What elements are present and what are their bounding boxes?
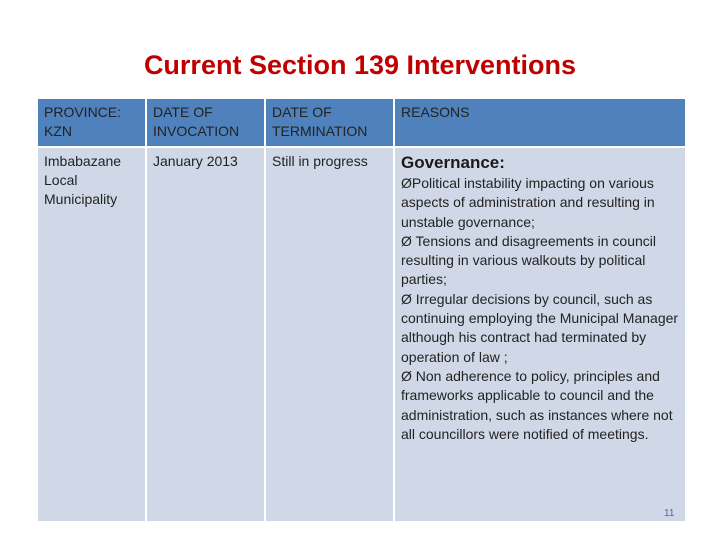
header-date-of-termination: DATE OF TERMINATION xyxy=(265,98,394,147)
page-number: 11 xyxy=(664,508,675,519)
reason-item: Ø Irregular decisions by council, such as continuing employing the Municipal Manager although his contract had terminated by operation of law ; xyxy=(401,290,679,365)
reason-item: ØPolitical instability impacting on various aspects of administration and resulting in unstable governance; xyxy=(401,175,655,230)
reason-item: Ø Tensions and disagreements in council resulting in various walkouts by political parties; xyxy=(401,232,657,288)
header-province: PROVINCE: KZN xyxy=(37,98,146,147)
table-header-row xyxy=(37,98,686,147)
reasons-heading: Governance: xyxy=(401,153,505,172)
reasons-list xyxy=(401,174,679,444)
cell-municipality: Imbabazane Local Municipality xyxy=(37,147,146,522)
cell-invocation-date: January 2013 xyxy=(146,147,265,522)
reason-item: Ø Non adherence to policy, principles and frameworks applicable to council and the administration, such as instances where not all councillors were notified of meetings. xyxy=(401,367,673,442)
interventions-table xyxy=(36,97,687,523)
header-date-of-invocation: DATE OF INVOCATION xyxy=(146,98,265,147)
slide-title: Current Section 139 Interventions xyxy=(143,50,577,80)
cell-reasons xyxy=(394,147,686,522)
cell-termination-status: Still in progress xyxy=(265,147,394,522)
table-row xyxy=(37,147,686,522)
header-reasons: REASONS xyxy=(394,98,686,147)
